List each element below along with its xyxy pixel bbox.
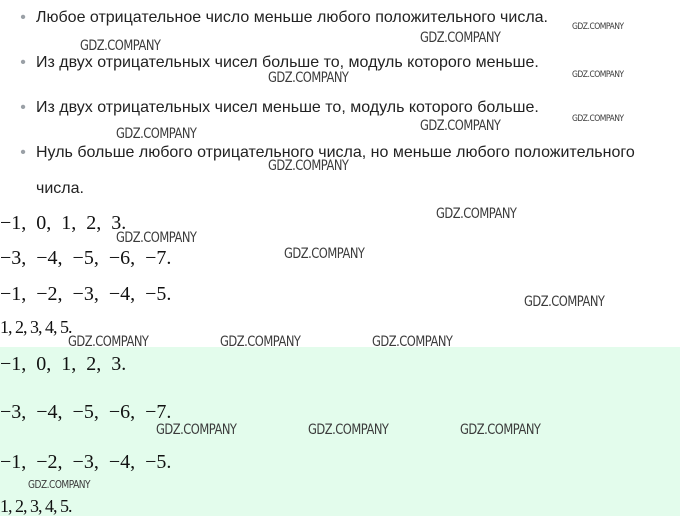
watermark-text: GDZ.COMPANY	[572, 114, 624, 124]
rule-text: Нуль больше любого отрицательного числа, но меньше любого положительного числа.	[36, 144, 635, 197]
watermark-text: GDZ.COMPANY	[420, 118, 501, 134]
bullet-icon: •	[20, 144, 26, 161]
answer-list-1: −1, 0, 1, 2, 3.	[0, 353, 127, 375]
watermark-text: GDZ.COMPANY	[284, 246, 365, 262]
watermark-text: GDZ.COMPANY	[460, 422, 541, 438]
watermark-text: GDZ.COMPANY	[220, 334, 301, 350]
watermark-text: GDZ.COMPANY	[524, 294, 605, 310]
rule-item	[20, 0, 646, 36]
watermark-text: GDZ.COMPANY	[572, 22, 624, 32]
watermark-text: GDZ.COMPANY	[268, 70, 349, 86]
number-list-4: 1, 2, 3, 4, 5.	[0, 317, 72, 337]
bullet-icon: •	[20, 9, 26, 26]
bullet-icon: •	[20, 99, 26, 116]
watermark-text: GDZ.COMPANY	[372, 334, 453, 350]
rule-item	[20, 90, 646, 126]
answer-list-3: −1, −2, −3, −4, −5.	[0, 451, 172, 473]
watermark-text: GDZ.COMPANY	[80, 38, 161, 54]
watermark-text: GDZ.COMPANY	[68, 334, 149, 350]
answer-list-4: 1, 2, 3, 4, 5.	[0, 496, 72, 516]
bullet-icon: •	[20, 54, 26, 71]
number-list-2: −3, −4, −5, −6, −7.	[0, 247, 172, 269]
watermark-text: GDZ.COMPANY	[116, 126, 197, 142]
watermark-text: GDZ.COMPANY	[156, 422, 237, 438]
watermark-text: GDZ.COMPANY	[268, 158, 349, 174]
answer-list-2: −3, −4, −5, −6, −7.	[0, 401, 172, 423]
rule-text: Из двух отрицательных чисел меньше то, модуль которого больше.	[36, 99, 539, 116]
watermark-text: GDZ.COMPANY	[420, 30, 501, 46]
watermark-text: GDZ.COMPANY	[116, 230, 197, 246]
watermark-text: GDZ.COMPANY	[308, 422, 389, 438]
number-list-3: −1, −2, −3, −4, −5.	[0, 283, 172, 305]
watermark-text: GDZ.COMPANY	[28, 478, 91, 491]
number-list-1: −1, 0, 1, 2, 3.	[0, 212, 127, 234]
watermark-text: GDZ.COMPANY	[572, 70, 624, 80]
rule-text: Из двух отрицательных чисел больше то, модуль которого меньше.	[36, 54, 539, 71]
rule-text: Любое отрицательное число меньше любого положительного числа.	[36, 9, 548, 26]
watermark-text: GDZ.COMPANY	[436, 206, 517, 222]
